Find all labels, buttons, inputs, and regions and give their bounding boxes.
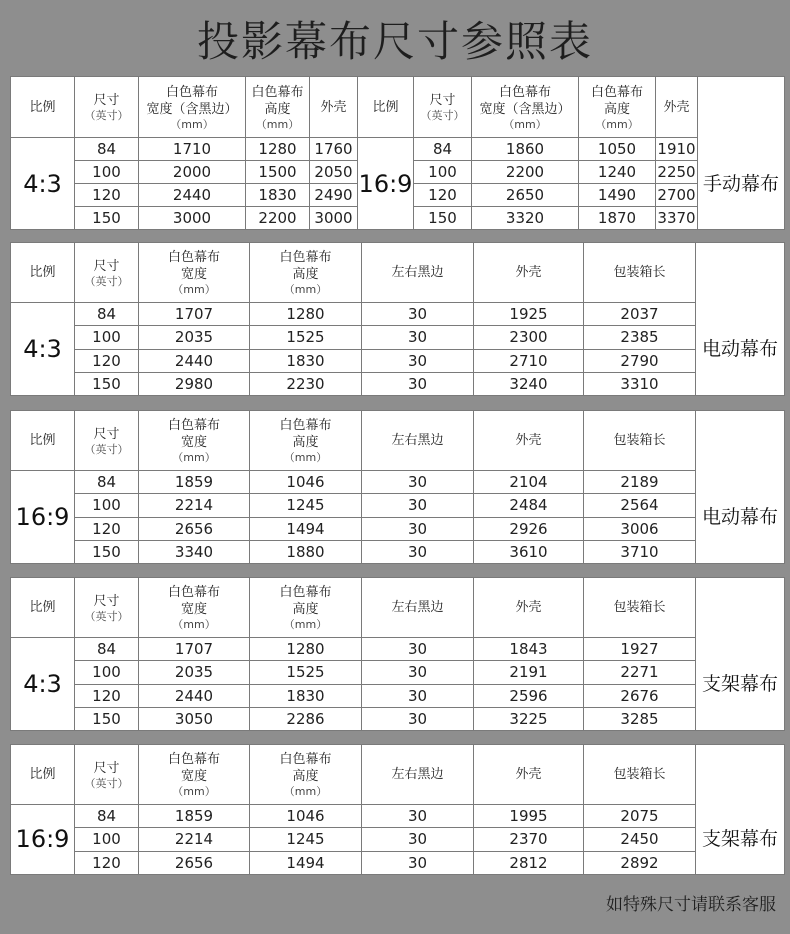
size-header: 尺寸 （英寸） (414, 77, 472, 138)
width-cell: 1707 (139, 638, 250, 661)
height-cell: 1245 (250, 494, 362, 517)
height-cell: 1500 (246, 161, 310, 184)
screen-type-label: 支架幕布 (696, 805, 785, 875)
box-cell: 1927 (584, 638, 696, 661)
width-cell: 1707 (139, 303, 250, 326)
height-cell: 1046 (250, 471, 362, 494)
shell-cell: 3240 (474, 372, 584, 395)
screen-spec-table (10, 410, 785, 564)
table-header-row (11, 243, 785, 303)
width-cell: 2214 (139, 828, 250, 851)
width-cell: 3050 (139, 707, 250, 730)
ratio-header: 比例 (358, 77, 414, 138)
width-cell: 3000 (139, 207, 246, 230)
table-row (11, 138, 785, 161)
height-header: 白色幕布 高度 （mm） (246, 77, 310, 138)
width-cell: 2656 (139, 517, 250, 540)
screen-type-label: 手动幕布 (698, 138, 785, 230)
width-cell: 2000 (139, 161, 246, 184)
shell-cell: 2710 (474, 349, 584, 372)
height-cell: 1830 (250, 349, 362, 372)
width-cell: 1710 (139, 138, 246, 161)
table-row (11, 517, 785, 540)
height-header: 白色幕布 高度 （mm） (250, 411, 362, 471)
size-cell: 120 (75, 684, 139, 707)
ratio-cell: 16:9 (11, 471, 75, 564)
height-header: 白色幕布 高度 （mm） (250, 745, 362, 805)
border-cell: 30 (362, 471, 474, 494)
height-header: 白色幕布 高度 （mm） (250, 243, 362, 303)
shell-cell: 3000 (310, 207, 358, 230)
width-cell: 1859 (139, 805, 250, 828)
ratio-header: 比例 (11, 578, 75, 638)
box-cell: 2676 (584, 684, 696, 707)
table-row (11, 851, 785, 874)
table-header-row (11, 578, 785, 638)
size-header: 尺寸 （英寸） (75, 745, 139, 805)
height-cell: 1280 (246, 138, 310, 161)
width-header: 白色幕布 宽度（含黑边） （mm） (139, 77, 246, 138)
shell-cell: 2700 (656, 184, 698, 207)
page-title: 投影幕布尺寸参照表 (196, 17, 593, 66)
shell-cell: 2300 (474, 326, 584, 349)
size-cell: 100 (75, 828, 139, 851)
table-row (11, 684, 785, 707)
width-cell: 2650 (472, 184, 579, 207)
box-header: 包装箱长 (584, 243, 696, 303)
border-cell: 30 (362, 684, 474, 707)
box-cell: 3285 (584, 707, 696, 730)
width-header: 白色幕布 宽度 （mm） (139, 411, 250, 471)
table-header-row (11, 745, 785, 805)
height-cell: 1830 (246, 184, 310, 207)
height-cell: 1494 (250, 517, 362, 540)
size-cell: 84 (75, 138, 139, 161)
width-cell: 2214 (139, 494, 250, 517)
width-cell: 2035 (139, 661, 250, 684)
shell-header: 外壳 (474, 411, 584, 471)
shell-header: 外壳 (474, 578, 584, 638)
height-cell: 1280 (250, 638, 362, 661)
table-row (11, 471, 785, 494)
height-cell: 1830 (250, 684, 362, 707)
size-cell: 100 (75, 661, 139, 684)
height-cell: 1050 (579, 138, 656, 161)
ratio-header: 比例 (11, 243, 75, 303)
size-cell: 100 (75, 326, 139, 349)
border-cell: 30 (362, 540, 474, 563)
table-row (11, 540, 785, 563)
shell-cell: 3610 (474, 540, 584, 563)
shell-cell: 2050 (310, 161, 358, 184)
width-cell: 2035 (139, 326, 250, 349)
border-header: 左右黑边 (362, 411, 474, 471)
height-cell: 2200 (246, 207, 310, 230)
screen-type-label: 电动幕布 (696, 303, 785, 396)
width-cell: 3340 (139, 540, 250, 563)
border-cell: 30 (362, 517, 474, 540)
shell-cell: 3225 (474, 707, 584, 730)
size-header: 尺寸 （英寸） (75, 578, 139, 638)
shell-cell: 2490 (310, 184, 358, 207)
height-cell: 2230 (250, 372, 362, 395)
shell-header: 外壳 (474, 745, 584, 805)
shell-cell: 2250 (656, 161, 698, 184)
width-cell: 2440 (139, 684, 250, 707)
size-cell: 100 (75, 494, 139, 517)
width-cell: 2200 (472, 161, 579, 184)
ratio-header: 比例 (11, 745, 75, 805)
size-cell: 100 (414, 161, 472, 184)
shell-cell: 2596 (474, 684, 584, 707)
table-row (11, 372, 785, 395)
shell-cell: 3370 (656, 207, 698, 230)
height-cell: 1870 (579, 207, 656, 230)
size-header: 尺寸 （英寸） (75, 243, 139, 303)
box-cell: 2271 (584, 661, 696, 684)
shell-cell: 2104 (474, 471, 584, 494)
size-cell: 84 (75, 303, 139, 326)
height-cell: 1046 (250, 805, 362, 828)
ratio-cell: 4:3 (11, 638, 75, 731)
border-header: 左右黑边 (362, 578, 474, 638)
width-cell: 1859 (139, 471, 250, 494)
ratio-cell: 4:3 (11, 303, 75, 396)
size-cell: 84 (75, 638, 139, 661)
size-cell: 120 (75, 184, 139, 207)
width-header: 白色幕布 宽度 （mm） (139, 578, 250, 638)
shell-header: 外壳 (310, 77, 358, 138)
shell-cell: 2812 (474, 851, 584, 874)
height-cell: 1494 (250, 851, 362, 874)
size-cell: 120 (75, 517, 139, 540)
border-cell: 30 (362, 707, 474, 730)
border-cell: 30 (362, 372, 474, 395)
table-row (11, 828, 785, 851)
shell-cell: 2370 (474, 828, 584, 851)
size-header: 尺寸 （英寸） (75, 411, 139, 471)
border-cell: 30 (362, 494, 474, 517)
ratio-header: 比例 (11, 411, 75, 471)
table-row (11, 805, 785, 828)
size-cell: 120 (414, 184, 472, 207)
box-header: 包装箱长 (584, 578, 696, 638)
height-cell: 1240 (579, 161, 656, 184)
size-cell: 100 (75, 161, 139, 184)
table-row (11, 494, 785, 517)
box-cell: 2564 (584, 494, 696, 517)
border-cell: 30 (362, 661, 474, 684)
box-cell: 2790 (584, 349, 696, 372)
border-header: 左右黑边 (362, 745, 474, 805)
ratio-cell: 16:9 (358, 138, 414, 230)
size-cell: 150 (414, 207, 472, 230)
border-cell: 30 (362, 828, 474, 851)
box-cell: 2189 (584, 471, 696, 494)
border-cell: 30 (362, 303, 474, 326)
box-cell: 2037 (584, 303, 696, 326)
height-header: 白色幕布 高度 （mm） (250, 578, 362, 638)
box-cell: 3310 (584, 372, 696, 395)
height-cell: 1525 (250, 661, 362, 684)
border-cell: 30 (362, 349, 474, 372)
box-header: 包装箱长 (584, 411, 696, 471)
box-cell: 2450 (584, 828, 696, 851)
manual-screen-table (10, 76, 785, 230)
width-cell: 2440 (139, 184, 246, 207)
width-cell: 1860 (472, 138, 579, 161)
shell-cell: 1925 (474, 303, 584, 326)
table-header-row (11, 411, 785, 471)
shell-header: 外壳 (474, 243, 584, 303)
ratio-cell: 16:9 (11, 805, 75, 875)
screen-spec-table (10, 577, 785, 731)
box-header: 包装箱长 (584, 745, 696, 805)
screen-type-label: 支架幕布 (696, 638, 785, 731)
screen-spec-table (10, 242, 785, 396)
table-row (11, 638, 785, 661)
shell-cell: 1843 (474, 638, 584, 661)
size-cell: 150 (75, 707, 139, 730)
box-cell: 3006 (584, 517, 696, 540)
table-row (11, 326, 785, 349)
width-cell: 2440 (139, 349, 250, 372)
box-cell: 3710 (584, 540, 696, 563)
size-cell: 84 (414, 138, 472, 161)
border-cell: 30 (362, 851, 474, 874)
shell-header: 外壳 (656, 77, 698, 138)
width-cell: 2980 (139, 372, 250, 395)
table-header-row (11, 77, 785, 138)
shell-cell: 1760 (310, 138, 358, 161)
size-cell: 150 (75, 540, 139, 563)
screen-spec-table (10, 744, 785, 875)
height-cell: 1245 (250, 828, 362, 851)
size-cell: 120 (75, 851, 139, 874)
table-row (11, 707, 785, 730)
table-row (11, 303, 785, 326)
table-row (11, 661, 785, 684)
shell-cell: 2926 (474, 517, 584, 540)
width-cell: 2656 (139, 851, 250, 874)
height-cell: 1525 (250, 326, 362, 349)
shell-cell: 2191 (474, 661, 584, 684)
height-cell: 1880 (250, 540, 362, 563)
size-cell: 84 (75, 471, 139, 494)
shell-cell: 1995 (474, 805, 584, 828)
size-cell: 120 (75, 349, 139, 372)
width-header: 白色幕布 宽度（含黑边） （mm） (472, 77, 579, 138)
height-cell: 1280 (250, 303, 362, 326)
border-header: 左右黑边 (362, 243, 474, 303)
ratio-header: 比例 (11, 77, 75, 138)
shell-cell: 2484 (474, 494, 584, 517)
screen-type-label: 电动幕布 (696, 471, 785, 564)
shell-cell: 1910 (656, 138, 698, 161)
border-cell: 30 (362, 638, 474, 661)
width-header: 白色幕布 宽度 （mm） (139, 243, 250, 303)
box-cell: 2385 (584, 326, 696, 349)
size-cell: 150 (75, 372, 139, 395)
border-cell: 30 (362, 326, 474, 349)
size-cell: 150 (75, 207, 139, 230)
height-header: 白色幕布 高度 （mm） (579, 77, 656, 138)
box-cell: 2075 (584, 805, 696, 828)
table-row (11, 349, 785, 372)
height-cell: 1490 (579, 184, 656, 207)
width-cell: 3320 (472, 207, 579, 230)
box-cell: 2892 (584, 851, 696, 874)
border-cell: 30 (362, 805, 474, 828)
contact-note: 如特殊尺寸请联系客服 (606, 895, 776, 915)
size-cell: 84 (75, 805, 139, 828)
width-header: 白色幕布 宽度 （mm） (139, 745, 250, 805)
height-cell: 2286 (250, 707, 362, 730)
size-header: 尺寸 （英寸） (75, 77, 139, 138)
ratio-cell: 4:3 (11, 138, 75, 230)
